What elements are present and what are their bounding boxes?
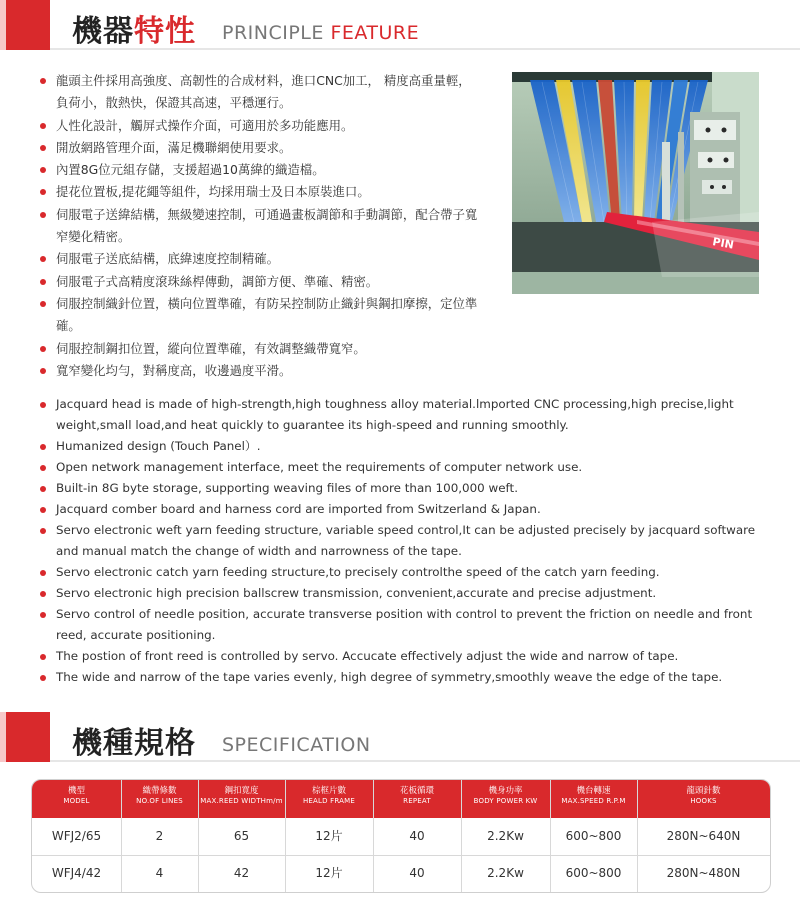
spec-header-cell [198, 780, 285, 818]
feature-item [40, 667, 762, 688]
spec-column-divider [373, 780, 374, 892]
bullet-dot-icon [40, 123, 46, 129]
feature-text: Jacquard head is made of high-strength,high toughness alloy material.lmported CNC processing,high precise,light weight,small load,and heat quickly to guarantee its high-speed and running smoothly. [56, 397, 734, 432]
feature-text: 伺服電子送底結構，底緯速度控制精確。 [56, 251, 280, 267]
spec-column [550, 780, 637, 892]
bullet-dot-icon [40, 279, 46, 285]
spec-header-cn: 機型 [67, 786, 85, 796]
feature-item [40, 204, 480, 249]
bullet-dot-icon [40, 189, 46, 195]
spec-column-divider [550, 780, 551, 892]
feature-text: 伺服控制織針位置，橫向位置準確，有防呆控制防止織針與鋼扣摩擦，定位準確。 [56, 295, 478, 334]
spec-cell: 42 [233, 866, 250, 880]
feature-text: 開放網路管理介面，滿足機聯網使用要求。 [56, 139, 292, 155]
feature-text: 伺服控制鋼扣位置，縱向位置準確，有效調整織帶寬窄。 [56, 340, 366, 356]
spec-cell: 2 [155, 829, 164, 843]
section-subtitle-spec: SPECIFICATION [222, 734, 371, 756]
feature-text: 提花位置板,提花繩等組件，均採用瑞士及日本原裝進口。 [56, 184, 370, 200]
spec-header-cell [32, 780, 121, 818]
feature-item [40, 159, 480, 181]
feature-item [40, 70, 480, 115]
bullet-dot-icon [40, 444, 46, 450]
bullet-dot-icon [40, 570, 46, 576]
spec-cell: 12片 [315, 866, 343, 880]
section-title-features: 機器特性 [72, 14, 196, 49]
bullet-dot-icon [40, 167, 46, 173]
spec-cell: 600~800 [565, 866, 622, 880]
bullet-dot-icon [40, 402, 46, 408]
svg-text:PIN: PIN [711, 235, 735, 252]
spec-header-cell [121, 780, 198, 818]
bullet-dot-icon [40, 145, 46, 151]
feature-text: Open network management interface, meet the requirements of computer network use. [56, 460, 583, 474]
bullet-dot-icon [40, 486, 46, 492]
feature-item [40, 646, 762, 667]
spec-column-divider [198, 780, 199, 892]
feature-item [40, 248, 480, 270]
spec-cell: 2.2Kw [487, 829, 524, 843]
feature-item [40, 293, 480, 338]
section-subtitle-features: PRINCIPLE FEATURE [222, 22, 420, 44]
spec-header-en: BODY POWER KW [473, 797, 538, 805]
feature-text: Servo electronic catch yarn feeding structure,to precisely controlthe speed of the catch yarn feeding. [56, 565, 660, 579]
spec-column [285, 780, 373, 892]
spec-cell: 4 [155, 866, 164, 880]
feature-text: The wide and narrow of the tape varies evenly, high degree of symmetry,smoothly weave the edge of the tape. [56, 670, 723, 684]
spec-column-divider [121, 780, 122, 892]
spec-column [637, 780, 770, 892]
feature-text: Built-in 8G byte storage, supporting weaving files of more than 100,000 weft. [56, 481, 518, 495]
feature-text: Servo control of needle position, accurate transverse position with control to prevent the friction on needle and front reed, accurate positioning. [56, 607, 753, 642]
spec-row-divider [32, 855, 770, 856]
spec-header-cn: 機身功率 [488, 786, 523, 796]
spec-header-cell [637, 780, 770, 818]
feature-text: 伺服電子送緯結構，無級變速控制，可通過畫板調節和手動調節，配合帶子寬窄變化精密。 [56, 206, 478, 245]
spec-column [461, 780, 550, 892]
spec-header-cell [461, 780, 550, 818]
spec-header-en: MODEL [63, 797, 90, 805]
spec-header-cn: 鋼扣寬度 [224, 786, 259, 796]
bullet-dot-icon [40, 256, 46, 262]
spec-cell: 40 [409, 829, 425, 843]
spec-cell: 2.2Kw [487, 866, 524, 880]
feature-item [40, 478, 762, 499]
feature-list-chinese [40, 70, 480, 382]
bullet-dot-icon [40, 301, 46, 307]
feature-item [40, 338, 480, 360]
spec-header-en: MAX.REED WIDTHm/m [200, 797, 283, 805]
spec-column-divider [637, 780, 638, 892]
feature-text: 內置8G位元組存儲，支援超過10萬緯的織造檔。 [56, 162, 325, 178]
spec-cell: WFJ2/65 [51, 829, 102, 843]
spec-header-cn: 龍頭針數 [686, 786, 721, 796]
feature-item [40, 520, 762, 562]
spec-column [198, 780, 285, 892]
bullet-dot-icon [40, 368, 46, 374]
spec-header-cn: 織帶條數 [142, 786, 177, 796]
bullet-dot-icon [40, 528, 46, 534]
spec-header-en: MAX.SPEED R.P.M [561, 797, 626, 805]
spec-cell: 600~800 [565, 829, 622, 843]
feature-item [40, 181, 480, 203]
bullet-dot-icon [40, 591, 46, 597]
spec-column [121, 780, 198, 892]
feature-item [40, 137, 480, 159]
spec-header-cn: 機台轉速 [576, 786, 611, 796]
feature-item [40, 360, 480, 382]
bullet-dot-icon [40, 78, 46, 84]
spec-header-en: HOOKS [690, 797, 717, 805]
section-header-features [0, 0, 800, 50]
feature-text: 人性化設計，觸屏式操作介面，可適用於多功能應用。 [56, 117, 354, 133]
bullet-dot-icon [40, 465, 46, 471]
machine-photo [512, 72, 759, 294]
bullet-dot-icon [40, 675, 46, 681]
spec-table [31, 779, 771, 893]
feature-text: Servo electronic high precision ballscrew transmission, convenient,accurate and precise adjustment. [56, 586, 657, 600]
bullet-dot-icon [40, 612, 46, 618]
feature-text: Jacquard comber board and harness cord are imported from Switzerland & Japan. [56, 502, 541, 516]
bullet-dot-icon [40, 346, 46, 352]
spec-header-en: REPEAT [403, 797, 431, 805]
feature-text: Servo electronic weft yarn feeding structure, variable speed control,It can be adjusted precisely by jacquard software and manual match the change of width and narrowness of the tape. [56, 523, 756, 558]
section-header-spec [0, 712, 800, 762]
spec-header-cell [285, 780, 373, 818]
spec-header-en: HEALD FRAME [302, 797, 356, 805]
feature-item [40, 436, 762, 457]
spec-header-cn: 棕框片數 [311, 786, 346, 796]
feature-text: 伺服電子式高精度滾珠絲桿傳動，調節方便、準確、精密。 [56, 273, 379, 289]
spec-cell: 280N~640N [666, 829, 741, 843]
spec-header-cell [373, 780, 461, 818]
feature-text: The postion of front reed is controlled by servo. Accucate effectively adjust the wide and narrow of tape. [56, 649, 679, 663]
spec-column [32, 780, 121, 892]
bullet-dot-icon [40, 212, 46, 218]
feature-item [40, 562, 762, 583]
header-pink-strip [0, 0, 50, 50]
feature-item [40, 394, 762, 436]
spec-column-divider [285, 780, 286, 892]
bullet-dot-icon [40, 654, 46, 660]
spec-header-en: NO.OF LINES [136, 797, 183, 805]
spec-header-cell [550, 780, 637, 818]
feature-item [40, 499, 762, 520]
feature-text: 龍頭主件採用高強度、高韌性的合成材料，進口CNC加工， 精度高重量輕，負荷小，散熱快，保證其高速，平穩運行。 [56, 73, 471, 111]
feature-item [40, 271, 480, 293]
spec-cell: 12片 [315, 829, 343, 843]
feature-list-english [40, 394, 762, 688]
spec-cell: 65 [233, 829, 250, 843]
feature-text: 寬窄變化均勻，對稱度高，收邊過度平滑。 [56, 362, 292, 378]
spec-cell: WFJ4/42 [51, 866, 102, 880]
section-title-spec: 機種規格 [72, 726, 196, 761]
bullet-dot-icon [40, 507, 46, 513]
feature-item [40, 457, 762, 478]
spec-column [373, 780, 461, 892]
feature-item [40, 604, 762, 646]
spec-cell: 40 [409, 866, 425, 880]
spec-column-divider [461, 780, 462, 892]
feature-item [40, 115, 480, 137]
spec-cell: 280N~480N [666, 866, 741, 880]
feature-item [40, 583, 762, 604]
spec-header-cn: 花板循環 [399, 786, 434, 796]
header-pink-strip [0, 712, 50, 762]
feature-text: Humanized design (Touch Panel）. [56, 439, 261, 453]
